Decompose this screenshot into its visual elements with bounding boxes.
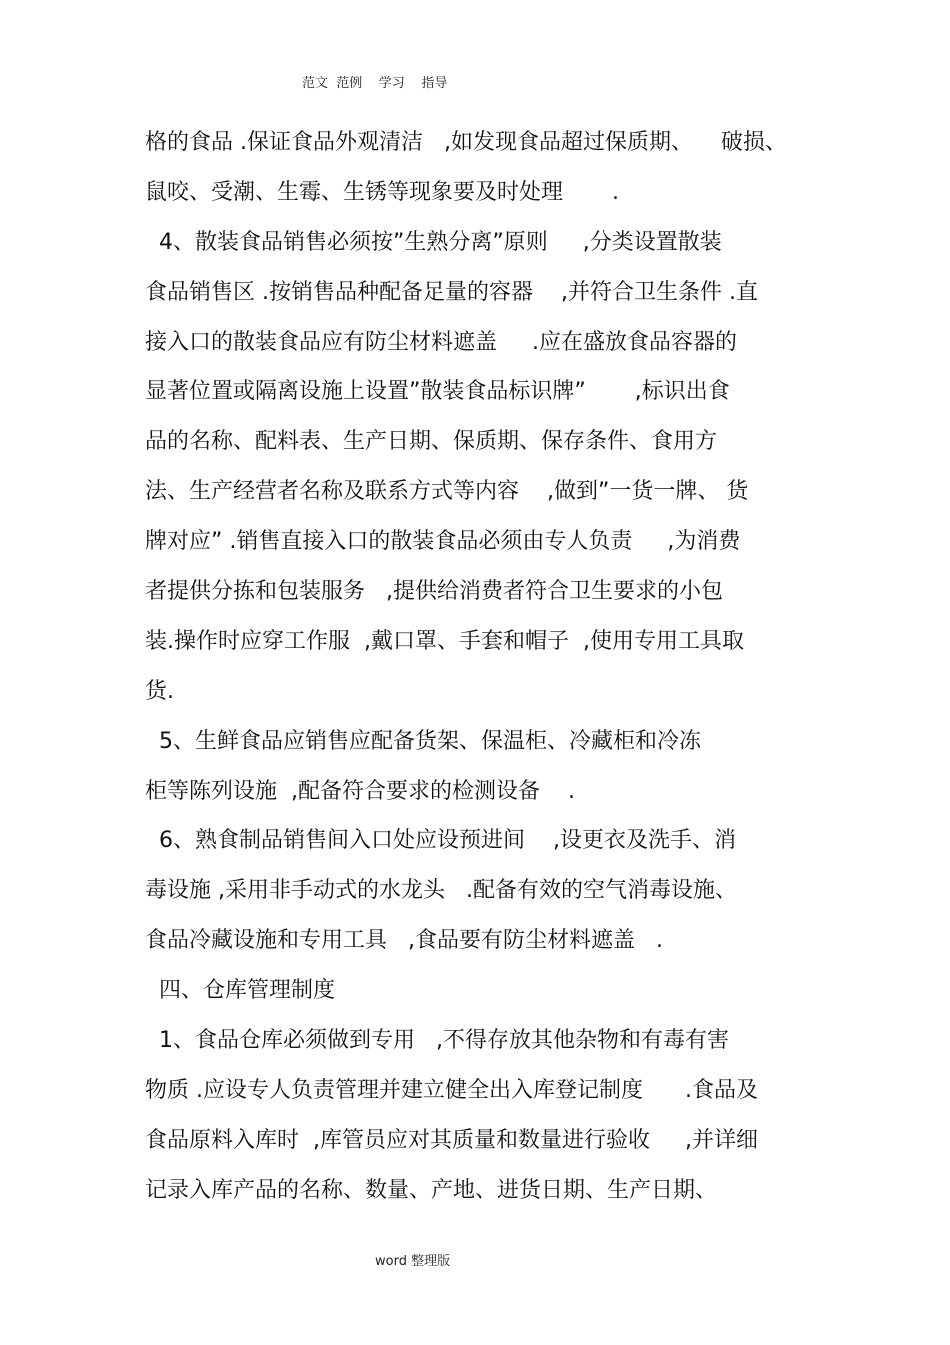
text-line: 接入口的散装食品应有防尘材料遮盖 .应在盛放食品容器的	[145, 329, 737, 355]
text-line: 柜等陈列设施 ,配备符合要求的检测设备 .	[145, 778, 575, 804]
text-line: 记录入库产品的名称、数量、产地、进货日期、生产日期、	[145, 1177, 718, 1203]
text-line: 者提供分拣和包装服务 ,提供给消费者符合卫生要求的小包	[145, 579, 723, 605]
text-line: 装.操作时应穿工作服 ,戴口罩、手套和帽子 ,使用专用工具取	[145, 628, 744, 654]
page-header: 范文 范例 学习 指导	[302, 76, 448, 91]
text-line: 格的食品 .保证食品外观清洁 ,如发现食品超过保质期、 破损、	[145, 130, 787, 155]
text-line: 5、生鲜食品应销售应配备货架、保温柜、冷藏柜和冷冻	[145, 728, 701, 754]
text-line: 显著位置或隔离设施上设置”散装食品标识牌” ,标识出食	[145, 379, 730, 405]
text-line: 物质 .应设专人负责管理并建立健全出入库登记制度 .食品及	[145, 1077, 758, 1103]
text-line: 4、散装食品销售必须按”生熟分离”原则 ,分类设置散装	[145, 229, 722, 255]
text-line: 食品原料入库时 ,库管员应对其质量和数量进行验收 ,并详细	[145, 1127, 758, 1153]
text-line: 毒设施 ,采用非手动式的水龙头 .配备有效的空气消毒设施、	[145, 878, 737, 904]
text-line: 食品销售区 .按销售品种配备足量的容器 ,并符合卫生条件 .直	[145, 279, 758, 305]
text-line: 6、熟食制品销售间入口处应设预进间 ,设更衣及洗手、消	[145, 828, 736, 854]
section-heading: 四、仓库管理制度	[145, 978, 335, 1004]
text-line: 牌对应” .销售直接入口的散装食品必须由专人负责 ,为消费	[145, 529, 741, 555]
text-line: 食品冷藏设施和专用工具 ,食品要有防尘材料遮盖 .	[145, 928, 663, 954]
text-line: 法、生产经营者名称及联系方式等内容 ,做到”一货一牌、 货	[145, 479, 749, 505]
document-body	[145, 118, 825, 1216]
text-line: 鼠咬、受潮、生霉、生锈等现象要及时处理 .	[145, 179, 619, 205]
text-line: 1、食品仓库必须做到专用 ,不得存放其他杂物和有毒有害	[145, 1028, 729, 1054]
text-line: 品的名称、配料表、生产日期、保质期、保存条件、食用方	[145, 429, 718, 455]
text-line: 货.	[145, 678, 174, 704]
page-footer: word 整理版	[375, 1254, 451, 1269]
